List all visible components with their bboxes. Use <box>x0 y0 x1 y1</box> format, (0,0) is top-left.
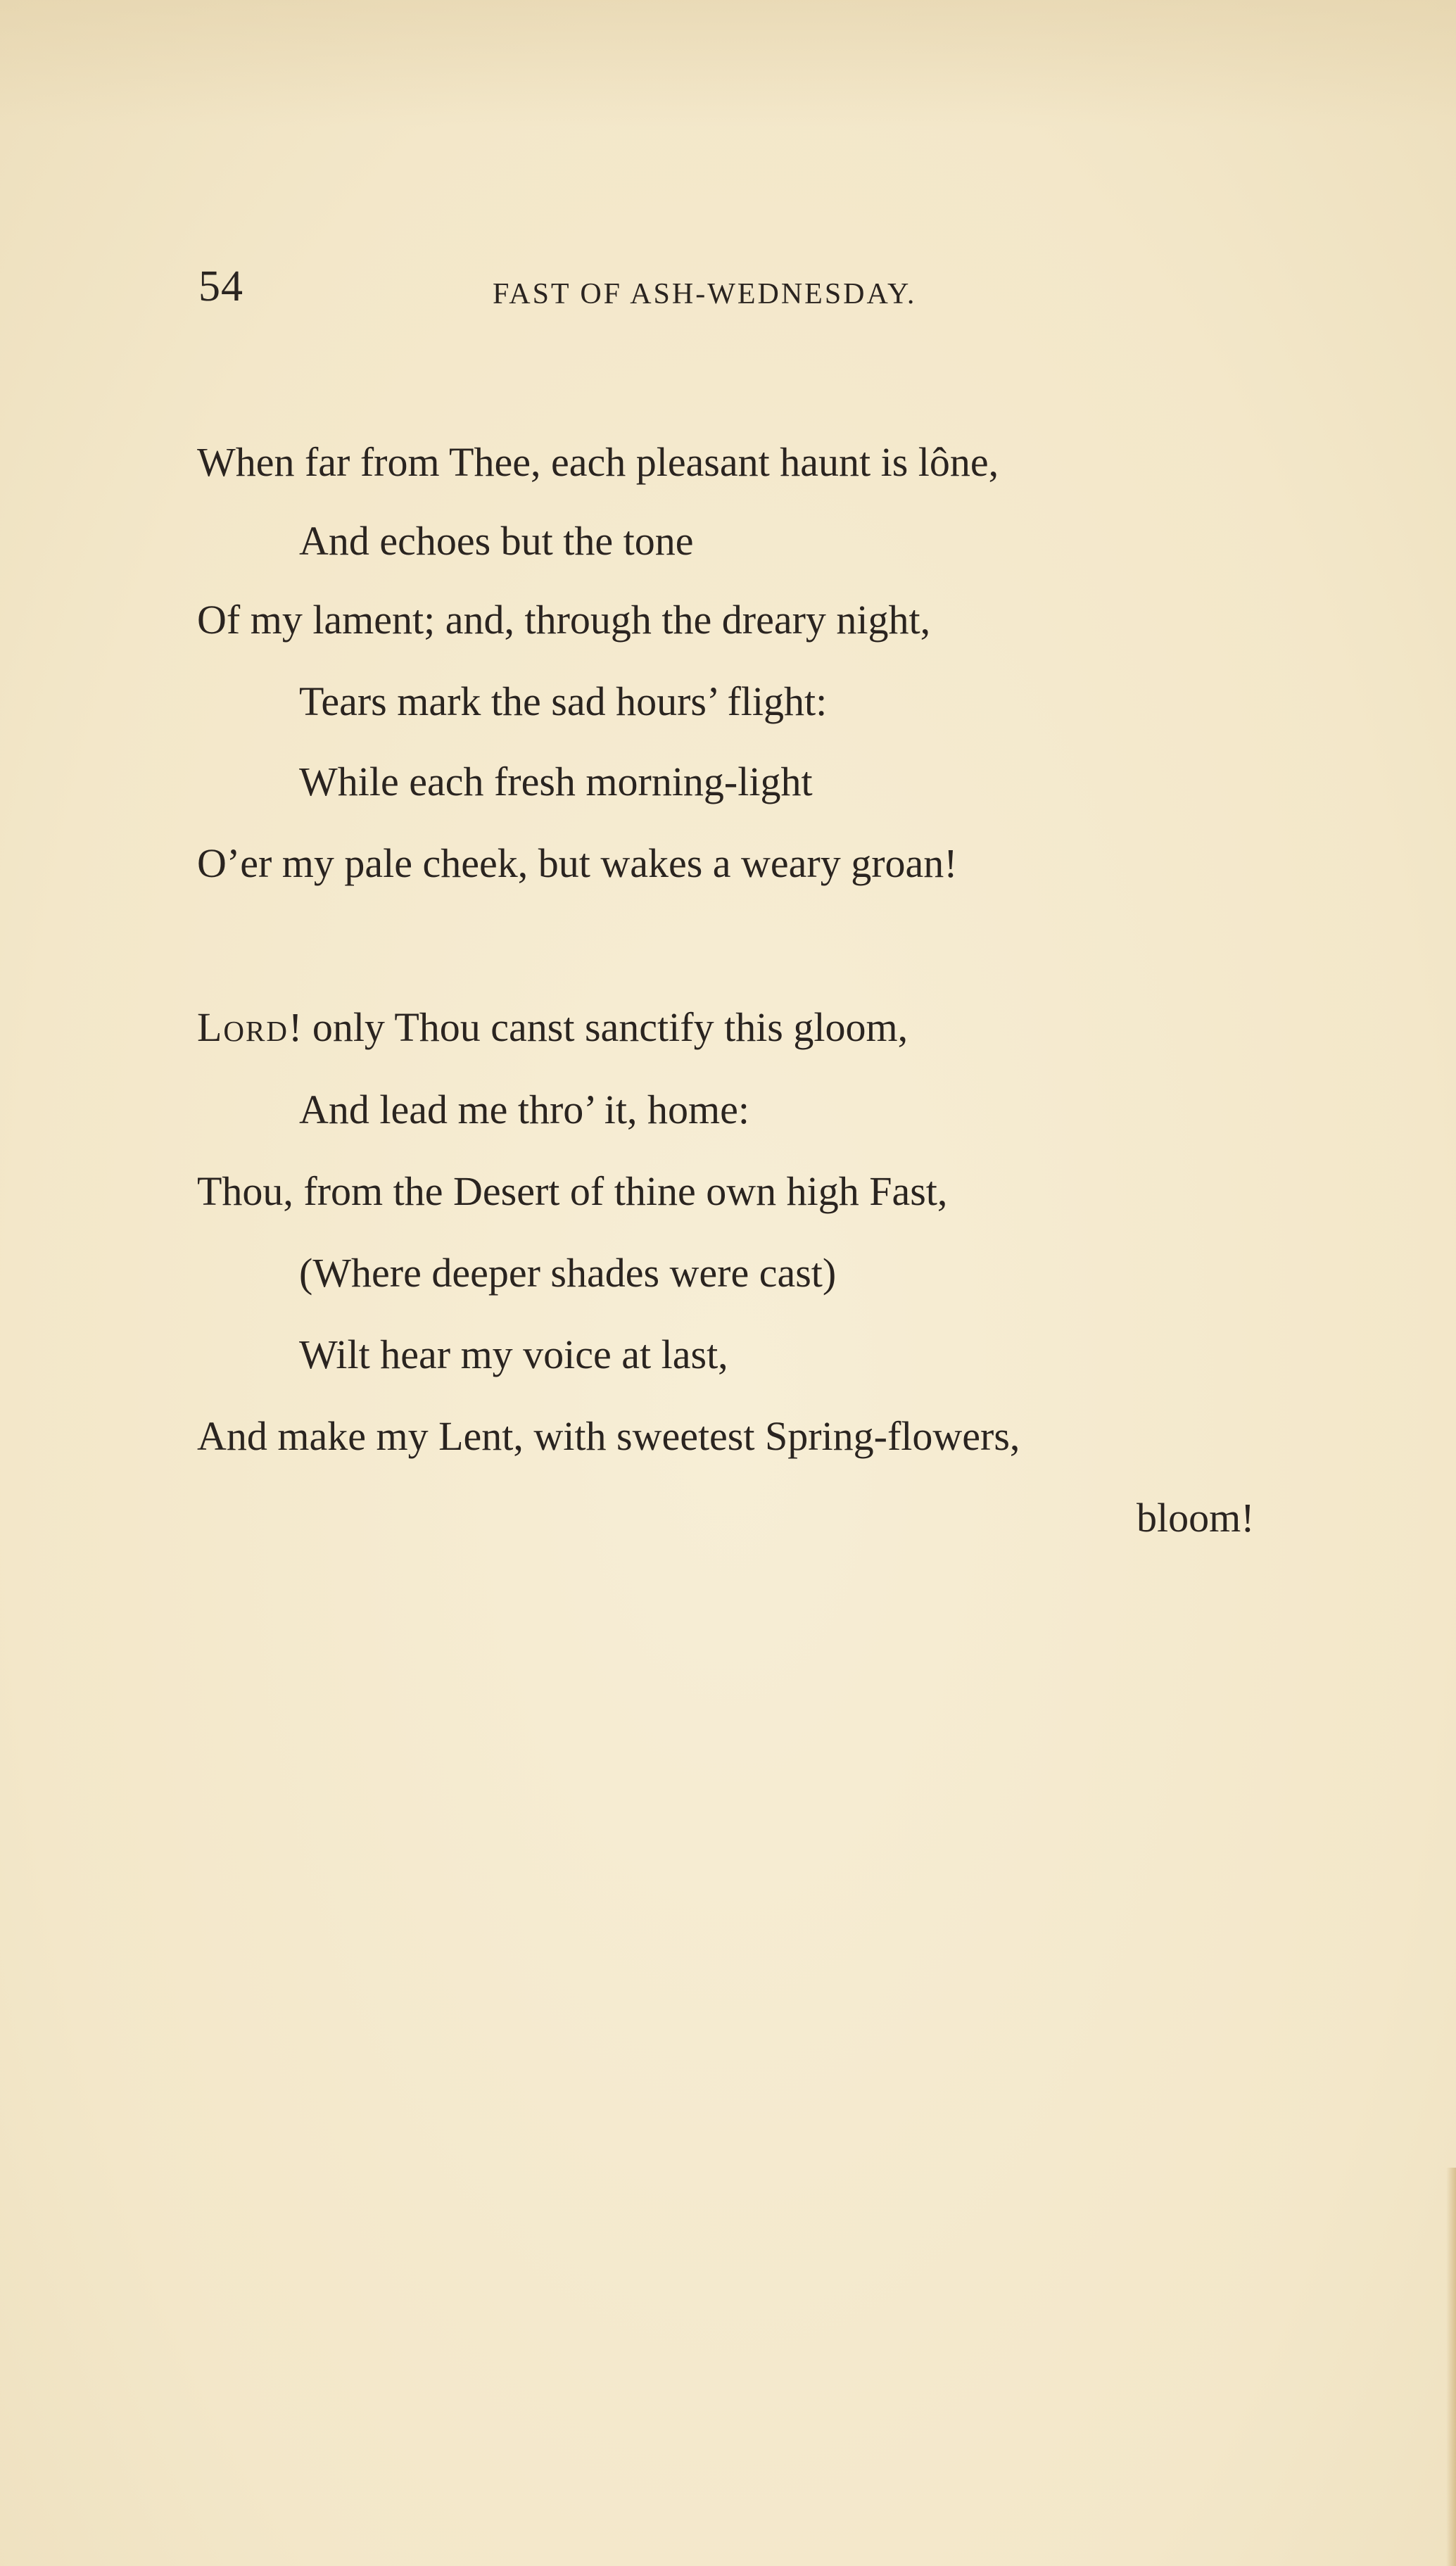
poem-line-continuation: bloom! <box>1137 1495 1255 1541</box>
poem-line: Wilt hear my voice at last, <box>299 1332 728 1377</box>
poem-line: (Where deeper shades were cast) <box>299 1250 837 1296</box>
poem-line: Thou, from the Desert of thine own high Fast, <box>197 1168 948 1214</box>
poem-line: And lead me thro’ it, home: <box>299 1087 749 1132</box>
poem-line: When far from Thee, each pleasant haunt is lône, <box>197 439 999 485</box>
lord-word: Lord <box>197 1004 289 1050</box>
poem-line: And make my Lent, with sweetest Spring-flowers, <box>197 1413 1020 1459</box>
poem-line: While each fresh morning-light <box>299 759 813 804</box>
poem-line: And echoes but the tone <box>299 518 694 564</box>
page-title: FAST OF ASH-WEDNESDAY. <box>493 278 917 310</box>
poem-line-text: ! only Thou canst sanctify this gloom, <box>289 1004 909 1050</box>
page-number: 54 <box>198 263 243 310</box>
poem-line: Of my lament; and, through the dreary night, <box>197 597 931 643</box>
page-edge-shadow <box>1446 2168 1456 2566</box>
poem-line: O’er my pale cheek, but wakes a weary groan! <box>197 840 958 886</box>
poem-line <box>197 1003 908 1052</box>
poem-line: Tears mark the sad hours’ flight: <box>299 678 828 724</box>
running-head <box>198 262 1296 318</box>
